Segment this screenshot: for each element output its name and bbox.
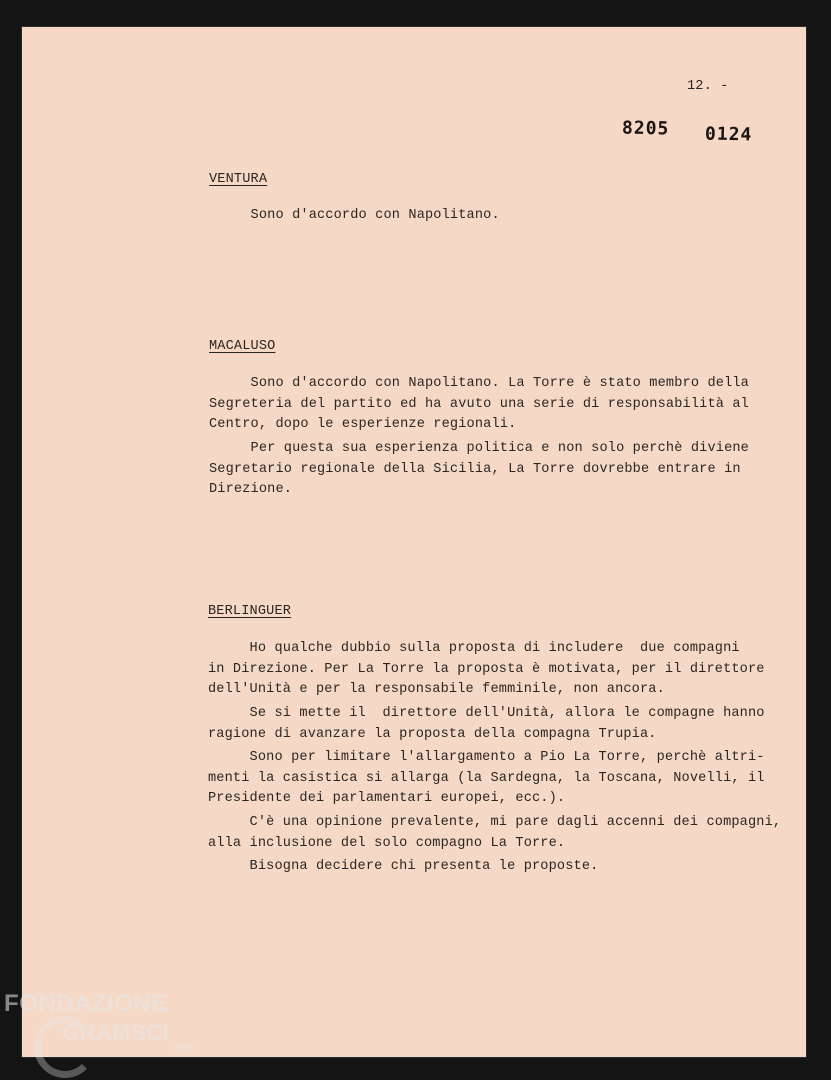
text-line: Sono per limitare l'allargamento a Pio La Torre, perchè altri- bbox=[208, 750, 765, 765]
page-number: 12. - bbox=[687, 79, 729, 94]
paragraph bbox=[208, 748, 765, 810]
paragraph bbox=[208, 639, 765, 701]
text-line: Bisogna decidere chi presenta le proposte. bbox=[208, 859, 599, 874]
paragraph bbox=[208, 857, 598, 878]
text-line: Direzione. bbox=[209, 482, 293, 497]
paragraph bbox=[209, 206, 500, 227]
text-line: in Direzione. Per La Torre la proposta è motivata, per il direttore bbox=[208, 661, 765, 677]
paragraph bbox=[208, 813, 781, 854]
document-page bbox=[22, 27, 806, 1057]
text-line: Ho qualche dubbio sulla proposta di includere due compagni bbox=[208, 641, 740, 656]
text-line: Segretario regionale della Sicilia, La Torre dovrebbe entrare in bbox=[209, 461, 741, 477]
paragraph bbox=[209, 374, 749, 436]
speaker-berlinguer: BERLINGUER bbox=[208, 604, 292, 619]
watermark-line1: FONDAZIONE bbox=[4, 990, 168, 1017]
paragraph bbox=[208, 704, 765, 745]
text-line: Segreteria del partito ed ha avuto una serie di responsabilità al bbox=[209, 396, 749, 412]
text-line: ragione di avanzare la proposta della compagna Trupia. bbox=[208, 726, 657, 742]
text-line: C'è una opinione prevalente, mi pare dagli accenni dei compagni, bbox=[208, 815, 782, 830]
speaker-macaluso: MACALUSO bbox=[209, 339, 276, 354]
text-line: Sono d'accordo con Napolitano. La Torre è stato membro della bbox=[209, 376, 749, 391]
watermark-line3: onlus bbox=[169, 1042, 196, 1054]
archive-stamp-second: 0124 bbox=[704, 123, 753, 146]
text-line: alla inclusione del solo compagno La Torre. bbox=[208, 835, 566, 851]
text-line: Se si mette il direttore dell'Unità, allora le compagne hanno bbox=[208, 706, 765, 721]
text-line: dell'Unità e per la responsabile femminile, non ancora. bbox=[208, 682, 665, 697]
text-line: Per questa sua esperienza politica e non solo perchè diviene bbox=[209, 441, 749, 456]
watermark-line2: GRAMSCI bbox=[62, 1020, 170, 1045]
watermark-g-logo-icon bbox=[34, 1016, 96, 1078]
text-line: menti la casistica si allarga (la Sardegna, la Toscana, Novelli, il bbox=[208, 770, 765, 786]
text-line: Presidente dei parlamentari europei, ecc.). bbox=[208, 791, 566, 806]
fondazione-gramsci-watermark bbox=[4, 990, 195, 1054]
speaker-ventura: VENTURA bbox=[209, 172, 268, 187]
text-line: Sono d'accordo con Napolitano. bbox=[209, 208, 500, 223]
paragraph bbox=[209, 439, 749, 501]
text-line: Centro, dopo le esperienze regionali. bbox=[209, 417, 517, 432]
archive-stamp-first: 8205 bbox=[621, 117, 670, 140]
